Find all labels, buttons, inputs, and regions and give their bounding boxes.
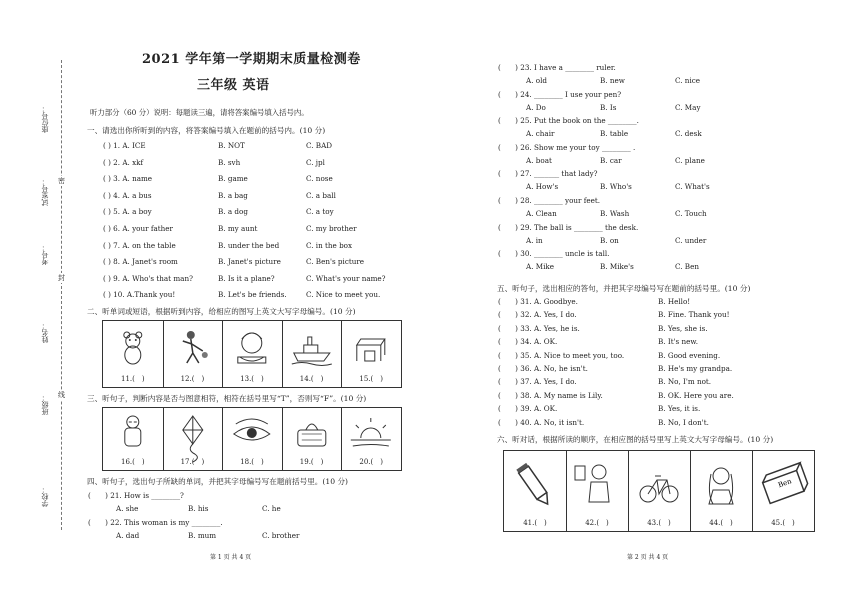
- boat-icon: [282, 321, 342, 373]
- grandpa-icon: [103, 408, 163, 456]
- girl-playing-ball-icon: [163, 321, 223, 373]
- picture-caption: 20.( ): [359, 458, 383, 466]
- binding-dashed-line: [61, 60, 62, 530]
- question-option-c: C. desk: [675, 129, 702, 139]
- picture-caption: 14.( ): [299, 375, 324, 383]
- question-option-b: B. Let's be friends.: [218, 290, 287, 300]
- picture-cell: [282, 408, 343, 470]
- book-icon: [752, 451, 814, 517]
- question-option-c: C. What's: [675, 182, 710, 192]
- question-option-a: A. old: [526, 76, 547, 85]
- section2-heading: 二、听单词或短语，根据听到内容，给相应的图写上英文大写字母编号。(10 分): [87, 307, 356, 316]
- question-option-c: C. Nice to meet you.: [306, 290, 381, 300]
- picture-cell: [222, 408, 283, 470]
- question-stem: ( ) 21. How is ________?: [88, 491, 184, 500]
- question-option-b: B. Is: [600, 102, 617, 112]
- girl-icon: [690, 451, 752, 517]
- question-option-c: C. BAD: [306, 141, 333, 150]
- listening-intro: 听力部分（60 分）说明：每题读三遍，请将答案编号填入括号内。: [90, 108, 309, 117]
- question-option-a: A. dad: [116, 531, 140, 540]
- picture-cell: [504, 451, 567, 531]
- question-option-c: C. my brother: [306, 224, 357, 233]
- question-option-c: C. a ball: [306, 190, 336, 200]
- question-option-b: B. a bag: [218, 190, 248, 200]
- question-option-b: B. Wash: [600, 209, 630, 218]
- question-option-b: B. new: [600, 76, 625, 85]
- question-option-c: C. Ben: [675, 262, 699, 272]
- question-stem: ( ) 27. _______ that lady?: [498, 169, 598, 179]
- picture-cell: [628, 451, 691, 531]
- section2-picture-row: [102, 320, 402, 388]
- picture-cell: [103, 321, 164, 387]
- picture-caption: 17.( ): [180, 458, 205, 466]
- bag-icon: [282, 408, 342, 456]
- question-option-a: ( ) 5. A. a boy: [103, 207, 152, 217]
- picture-caption: 41.( ): [523, 519, 547, 527]
- question-option-b: B. game: [218, 174, 248, 184]
- name-label: 姓名：: [41, 322, 49, 343]
- picture-caption: 15.( ): [359, 375, 383, 383]
- boy-reading-icon: [566, 451, 628, 517]
- question-stem: ( ) 26. Show me your toy ________ .: [498, 142, 636, 152]
- question-option-a: ( ) 4. A. a bus: [103, 190, 152, 200]
- question-option-b: B. my aunt: [218, 224, 258, 233]
- question-option-a: ( ) 38. A. My name is Lily.: [498, 390, 603, 400]
- section3-heading: 三、听句子，判断内容是否与图意相符，相符在括号里写“T”，否则写“F”。(10 分): [87, 394, 367, 403]
- question-option-c: C. a toy: [306, 207, 334, 217]
- teddy-bear-icon: [103, 321, 163, 373]
- question-option-a: ( ) 3. A. name: [103, 174, 153, 184]
- question-option-b: B. his: [188, 504, 209, 513]
- seal-mark: 密: [58, 177, 65, 185]
- question-option-a: A. in: [526, 235, 543, 245]
- question-option-b: B. car: [600, 155, 622, 165]
- picture-caption: 43.( ): [647, 519, 671, 527]
- kite-icon: [163, 408, 223, 456]
- section6-heading: 六、听对话，根据所读的顺序，在相应图的括号里写上英文大写字母编号。(10 分): [497, 435, 774, 444]
- picture-cell: [341, 408, 401, 470]
- picture-caption: 13.( ): [240, 375, 264, 383]
- section5-heading: 五、听句子，选出相应的答句，并把其字母编号写在题前的括号里。(10 分): [497, 284, 751, 293]
- question-option-b: B. svh: [218, 157, 241, 167]
- question-option-b: B. It's new.: [658, 337, 698, 347]
- question-option-a: ( ) 31. A. Goodbye.: [498, 297, 578, 306]
- question-stem: ( ) 25. Put the book on the ________.: [498, 116, 639, 126]
- question-option-a: ( ) 2. A. xkf: [103, 157, 144, 167]
- page2-footer: 第 2 页 共 4 页: [627, 554, 669, 561]
- question-option-a: A. Clean: [526, 209, 557, 218]
- picture-caption: 42.( ): [585, 519, 609, 527]
- question-option-b: B. Mike's: [600, 262, 634, 272]
- question-option-b: B. mum: [188, 531, 217, 540]
- question-option-b: B. No, I don't.: [658, 417, 709, 427]
- picture-cell: [103, 408, 164, 470]
- eye-icon: [222, 408, 282, 456]
- sunset-icon: [341, 408, 401, 456]
- exam-room-label: 试室号：: [41, 178, 49, 206]
- question-option-c: C. nose: [306, 174, 333, 184]
- picture-caption: 12.( ): [180, 375, 205, 383]
- picture-caption: 44.( ): [709, 519, 733, 527]
- picture-cell: [163, 408, 224, 470]
- question-option-a: ( ) 35. A. Nice to meet you, too.: [498, 350, 625, 360]
- section3-picture-row: [102, 407, 402, 471]
- question-option-a: A. boat: [526, 155, 552, 165]
- picture-caption: 45.( ): [771, 519, 795, 527]
- question-stem: ( ) 30. ________ uncle is tall.: [498, 249, 610, 259]
- seal-mark: 线: [58, 391, 65, 399]
- question-option-a: ( ) 40. A. No, it isn't.: [498, 417, 585, 427]
- question-option-a: ( ) 8. A. Janet's room: [103, 257, 178, 267]
- picture-cell: [282, 321, 343, 387]
- picture-caption: 11.( ): [120, 375, 145, 383]
- question-stem: ( ) 22. This woman is my ________.: [88, 518, 223, 527]
- question-option-b: B. on: [600, 235, 619, 245]
- picture-cell: [163, 321, 224, 387]
- bicycle-icon: [628, 451, 690, 517]
- question-option-b: B. Is it a plane?: [218, 273, 275, 283]
- question-option-a: ( ) 39. A. OK.: [498, 404, 558, 414]
- question-option-c: C. Ben's picture: [306, 257, 365, 267]
- question-option-a: ( ) 36. A. No, he isn't.: [498, 364, 588, 373]
- question-option-a: ( ) 10. A.Thank you!: [103, 290, 176, 300]
- seal-mark: 封: [58, 274, 65, 282]
- desk-chair-icon: [341, 321, 401, 373]
- question-option-b: B. Fine. Thank you!: [658, 310, 730, 320]
- question-option-a: A. Mike: [526, 262, 555, 272]
- question-option-b: B. No, I'm not.: [658, 377, 712, 387]
- question-option-b: B. table: [600, 129, 629, 139]
- picture-caption: 18.( ): [240, 458, 264, 466]
- question-stem: ( ) 24. ________ I use your pen?: [498, 89, 622, 99]
- question-option-b: B. OK. Here you are.: [658, 390, 734, 400]
- question-option-b: B. NOT: [218, 141, 245, 150]
- book-label: Ben: [777, 477, 793, 490]
- question-option-a: ( ) 7. A. on the table: [103, 240, 176, 250]
- section1-heading: 一、请选出你所听到的内容，将答案编号填入在题前的括号内。(10 分): [87, 126, 326, 135]
- question-option-a: A. she: [116, 504, 139, 513]
- question-option-c: C. May: [675, 102, 701, 112]
- question-option-a: ( ) 37. A. Yes, I do.: [498, 377, 577, 387]
- section4-heading: 四、听句子，选出句子所缺的单词，并把其字母编号写在题前括号里。(10 分): [87, 477, 348, 486]
- question-option-b: B. He's my grandpa.: [658, 364, 733, 373]
- page-subtitle: 三年级 英语: [197, 78, 270, 93]
- picture-caption: 19.( ): [299, 458, 324, 466]
- question-option-b: B. Janet's picture: [218, 257, 281, 267]
- question-option-c: C. brother: [262, 531, 300, 540]
- picture-cell: [341, 321, 401, 387]
- question-option-c: C. nice: [675, 76, 701, 85]
- question-option-a: ( ) 32. A. Yes, I do.: [498, 310, 577, 320]
- school-label: 学校：: [41, 486, 49, 507]
- question-option-b: B. Good evening.: [658, 350, 721, 360]
- question-option-b: B. Yes, it is.: [658, 404, 701, 414]
- question-option-a: ( ) 9. A. Who's that man?: [103, 273, 193, 283]
- question-option-c: C. under: [675, 235, 707, 245]
- question-option-b: B. under the bed: [218, 240, 280, 250]
- child-eating-icon: [222, 321, 282, 373]
- question-option-a: A. chair: [526, 129, 555, 139]
- question-stem: ( ) 28. ________ your feet.: [498, 196, 601, 205]
- page1-footer: 第 1 页 共 4 页: [210, 554, 252, 561]
- question-option-b: B. Who's: [600, 182, 632, 192]
- question-option-c: C. plane: [675, 155, 705, 165]
- question-option-a: A. How's: [526, 182, 559, 192]
- question-option-a: ( ) 6. A. your father: [103, 224, 173, 233]
- question-option-b: B. Hello!: [658, 297, 691, 306]
- section6-picture-row: [503, 450, 815, 532]
- question-option-c: C. What's your name?: [306, 273, 386, 283]
- pencil-icon: [504, 451, 566, 517]
- question-option-a: A. Do: [526, 102, 546, 112]
- picture-cell: [752, 451, 814, 531]
- seat-number-label: 座位号：: [41, 105, 49, 133]
- question-option-a: ( ) 34. A. OK.: [498, 337, 558, 347]
- question-option-a: ( ) 33. A. Yes, he is.: [498, 323, 580, 333]
- question-option-c: C. Touch: [675, 209, 707, 218]
- page-title: 2021 学年第一学期期末质量检测卷: [142, 52, 361, 67]
- class-label: 班级：: [41, 394, 49, 415]
- question-option-c: C. jpl: [306, 157, 325, 167]
- question-option-c: C. in the box: [306, 240, 353, 250]
- question-option-a: ( ) 1. A. ICE: [103, 141, 146, 150]
- picture-cell: [222, 321, 283, 387]
- picture-cell: [566, 451, 629, 531]
- question-option-b: B. a dog: [218, 207, 248, 217]
- question-option-c: C. he: [262, 504, 281, 513]
- picture-cell: [690, 451, 753, 531]
- exam-number-label: 考号：: [41, 244, 49, 265]
- picture-caption: 16.( ): [120, 458, 145, 466]
- question-stem: ( ) 23. I have a ________ ruler.: [498, 63, 616, 72]
- question-option-b: B. Yes, she is.: [658, 323, 708, 333]
- question-stem: ( ) 29. The ball is ________ the desk.: [498, 222, 639, 232]
